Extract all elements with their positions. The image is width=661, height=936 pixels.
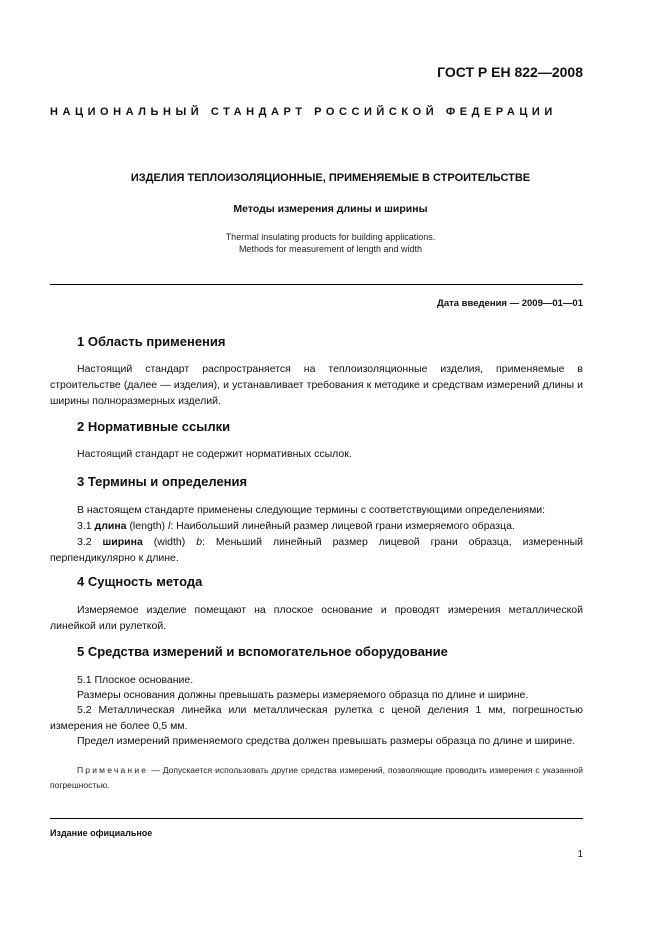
term-length xyxy=(50,518,583,534)
footer-divider xyxy=(50,818,583,819)
note xyxy=(50,763,583,793)
term-width-english: (width) xyxy=(153,536,186,548)
edition-label: Издание официальное xyxy=(50,828,153,838)
term-width-number: 3.2 xyxy=(77,536,92,548)
section-4-paragraph: Измеряемое изделие помещают на плоское основание и проводят измерения металлической линейкой или рулеткой. xyxy=(50,604,583,632)
term-width-name: ширина xyxy=(102,536,143,548)
section-1-paragraph: Настоящий стандарт распространяется на теплоизоляционные изделия, применяемые в строительстве (далее — изделия), и устанавливает требования к методике и средствам измерений длины и ширины полноразмерных изделий. xyxy=(50,363,583,407)
introduction-date: Дата введения — 2009—01—01 xyxy=(437,298,583,309)
section-5-item-5-1: 5.1 Плоское основание. xyxy=(77,674,194,686)
section-2-paragraph: Настоящий стандарт не содержит нормативных ссылок. xyxy=(77,448,352,460)
section-5-paragraph-base-size: Размеры основания должны превышать размеры измеряемого образца по длине и ширине. xyxy=(77,689,529,701)
section-5-item-5-2: 5.2 Металлическая линейка или металлическая рулетка с ценой деления 1 мм, погрешностью измерения не более 0,5 мм. xyxy=(50,704,583,732)
note-text: — Допускается использовать другие средства измерений, позволяющие проводить измерения с указанной погрешностью. xyxy=(50,765,583,790)
term-width-symbol: b xyxy=(196,536,203,548)
term-length-name: длина xyxy=(94,520,127,532)
national-standard-heading: НАЦИОНАЛЬНЫЙ СТАНДАРТ РОССИЙСКОЙ ФЕДЕРАЦИИ xyxy=(50,106,557,118)
term-width-definition: : Меньший линейный размер лицевой грани образца, измеренный перпендикулярно к длине. xyxy=(50,536,584,564)
page-number: 1 xyxy=(577,849,583,860)
section-5-paragraph-range: Предел измерений применяемого средства должен превышать размеры образца по длине и ширине. xyxy=(77,735,576,747)
note-label: Примечание xyxy=(77,765,149,775)
term-width xyxy=(50,534,583,566)
english-title-line-1: Thermal insulating products for building applications. xyxy=(225,232,436,242)
term-length-symbol: l xyxy=(167,520,171,532)
section-2-heading: 2 Нормативные ссылки xyxy=(77,419,231,434)
section-3-paragraph: В настоящем стандарте применены следующие термины с соответствующими определениями: xyxy=(77,504,546,516)
title-divider xyxy=(50,284,583,285)
document-title: ИЗДЕЛИЯ ТЕПЛОИЗОЛЯЦИОННЫЕ, ПРИМЕНЯЕМЫЕ В СТРОИТЕЛЬСТВЕ xyxy=(130,172,531,184)
section-4-heading: 4 Сущность метода xyxy=(77,574,203,589)
term-length-number: 3.1 xyxy=(77,520,92,532)
english-title-line-2: Methods for measurement of length and width xyxy=(238,244,423,254)
term-length-definition: : Наибольший линейный размер лицевой грани измеряемого образца. xyxy=(170,520,515,532)
section-5-heading: 5 Средства измерений и вспомогательное оборудование xyxy=(77,644,448,659)
document-number: ГОСТ Р ЕН 822—2008 xyxy=(437,64,583,80)
section-3-heading: 3 Термины и определения xyxy=(77,474,248,489)
section-1-heading: 1 Область применения xyxy=(77,334,226,349)
document-subtitle: Методы измерения длины и ширины xyxy=(233,203,428,215)
term-length-english: (length) xyxy=(129,520,166,532)
